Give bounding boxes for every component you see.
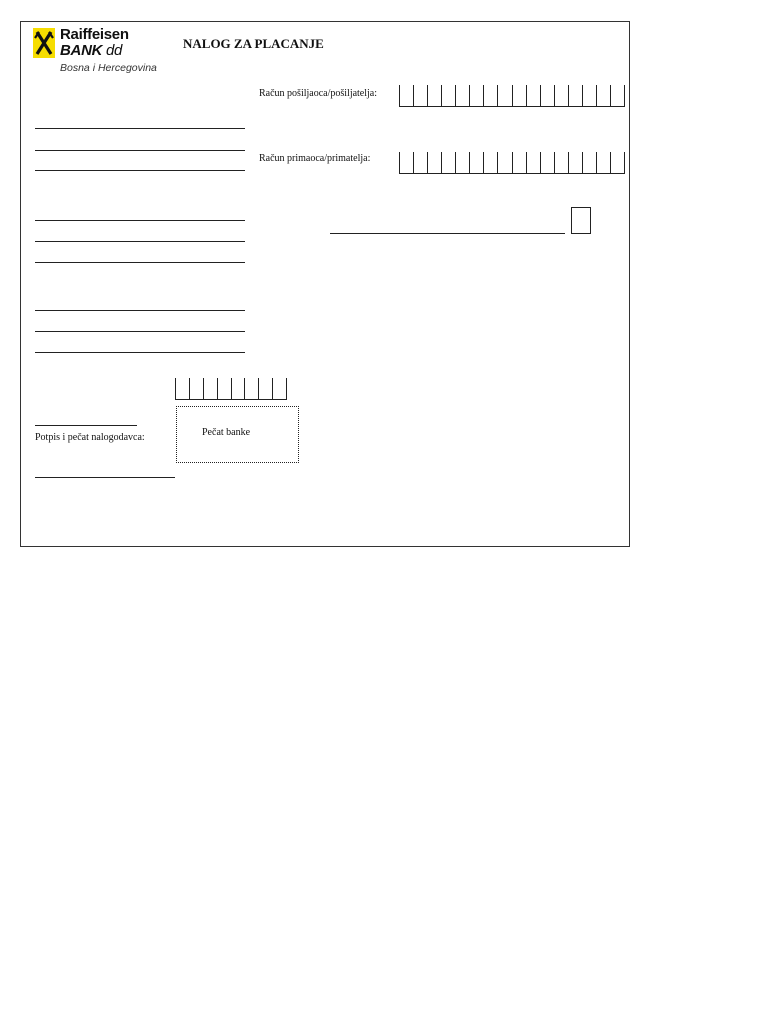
payee-account-digit-cell[interactable]: [469, 152, 483, 173]
payee-account-digit-cell[interactable]: [427, 152, 441, 173]
purpose-line-2[interactable]: [35, 331, 245, 332]
bank-name-line1: Raiffeisen: [60, 26, 129, 43]
payer-name-line[interactable]: [35, 128, 245, 129]
code-digit-cell[interactable]: [231, 378, 245, 399]
payee-account-digit-cell[interactable]: [512, 152, 526, 173]
code-field[interactable]: [175, 378, 287, 400]
payer-account-digit-cell[interactable]: [399, 85, 413, 106]
payer-account-digit-cell[interactable]: [483, 85, 497, 106]
payee-account-digit-cell[interactable]: [582, 152, 596, 173]
payer-address-line[interactable]: [35, 150, 245, 151]
payer-city-line[interactable]: [35, 170, 245, 171]
payee-account-digit-cell[interactable]: [554, 152, 568, 173]
code-digit-cell[interactable]: [203, 378, 217, 399]
signature-line[interactable]: [35, 425, 137, 426]
bank-stamp-label: Pečat banke: [202, 427, 251, 438]
payee-account-digit-cell[interactable]: [483, 152, 497, 173]
payee-account-digit-cell[interactable]: [610, 152, 625, 173]
code-digit-cell[interactable]: [244, 378, 258, 399]
payer-account-digit-cell[interactable]: [540, 85, 554, 106]
payer-account-digit-cell[interactable]: [582, 85, 596, 106]
payee-account-digit-cell[interactable]: [568, 152, 582, 173]
code-digit-cell[interactable]: [175, 378, 189, 399]
payee-account-digit-cell[interactable]: [399, 152, 413, 173]
signature-label: Potpis i pečat nalogodavca:: [35, 432, 145, 443]
payee-name-line[interactable]: [35, 220, 245, 221]
code-digit-cell[interactable]: [217, 378, 231, 399]
payer-account-digit-cell[interactable]: [497, 85, 511, 106]
payer-account-digit-cell[interactable]: [596, 85, 610, 106]
purpose-line-3[interactable]: [35, 352, 245, 353]
code-digit-cell[interactable]: [258, 378, 272, 399]
payment-order-form: [20, 21, 630, 547]
code-digit-cell[interactable]: [189, 378, 203, 399]
payer-account-label: Račun pošiljaoca/pošiljatelja:: [259, 88, 378, 99]
gable-cross-icon: [33, 28, 55, 58]
payer-account-digit-cell[interactable]: [512, 85, 526, 106]
payee-account-digit-cell[interactable]: [540, 152, 554, 173]
payee-city-line[interactable]: [35, 262, 245, 263]
payer-account-digit-cell[interactable]: [469, 85, 483, 106]
payee-account-digit-cell[interactable]: [526, 152, 540, 173]
payer-account-digit-cell[interactable]: [610, 85, 625, 106]
raiffeisen-bank-logo: [33, 26, 163, 82]
purpose-line-1[interactable]: [35, 310, 245, 311]
amount-line[interactable]: [330, 233, 565, 234]
payer-account-digit-cell[interactable]: [427, 85, 441, 106]
code-digit-cell[interactable]: [272, 378, 287, 399]
payee-account-field[interactable]: [399, 152, 625, 174]
bank-region: Bosna i Hercegovina: [60, 62, 157, 74]
payer-account-digit-cell[interactable]: [413, 85, 427, 106]
payee-account-digit-cell[interactable]: [455, 152, 469, 173]
urgent-checkbox[interactable]: [571, 207, 591, 234]
payer-account-digit-cell[interactable]: [526, 85, 540, 106]
payer-account-digit-cell[interactable]: [568, 85, 582, 106]
payer-account-digit-cell[interactable]: [455, 85, 469, 106]
payer-account-digit-cell[interactable]: [441, 85, 455, 106]
payee-address-line[interactable]: [35, 241, 245, 242]
date-line[interactable]: [35, 477, 175, 478]
payee-account-label: Račun primaoca/primatelja:: [259, 153, 371, 164]
payee-account-digit-cell[interactable]: [596, 152, 610, 173]
payee-account-digit-cell[interactable]: [497, 152, 511, 173]
form-title: NALOG ZA PLACANJE: [183, 36, 324, 51]
bank-name-line2: BANK dd: [60, 42, 123, 59]
bank-stamp-box: [176, 406, 299, 463]
payer-account-field[interactable]: [399, 85, 625, 107]
payer-account-digit-cell[interactable]: [554, 85, 568, 106]
payee-account-digit-cell[interactable]: [441, 152, 455, 173]
payee-account-digit-cell[interactable]: [413, 152, 427, 173]
